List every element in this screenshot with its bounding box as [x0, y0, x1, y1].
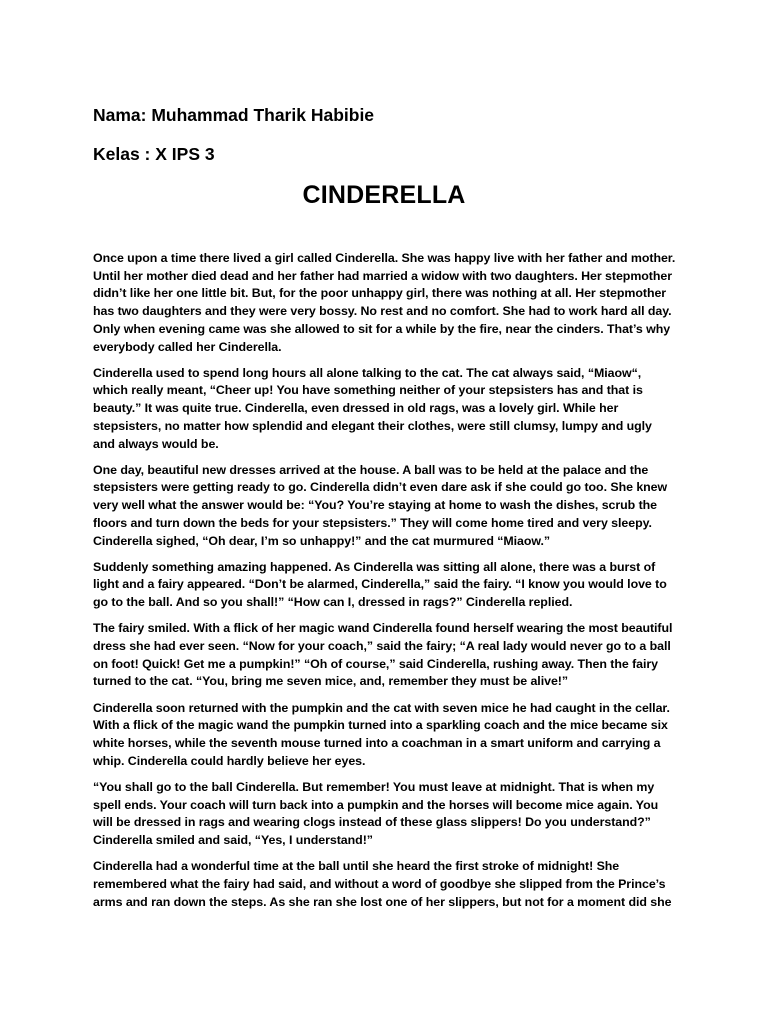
story-paragraph: Suddenly something amazing happened. As Cinderella was sitting all alone, there was a burst of light and a fairy appeared. “Don’t be alarmed, Cinderella,” said the fairy. “I know you would love to go to the ball. And so you shall!” “How can I, dressed in rags?” Cinderella replied.: [93, 559, 667, 610]
story-paragraph: Once upon a time there lived a girl called Cinderella. She was happy live with her father and mother. Until her mother died dead and her father had married a widow with two daughters. Her stepmother didn’t like her one little bit. But, for the poor unhappy girl, there was nothing at all. Her stepmother has two daughters and they were very bossy. No rest and no comfort. She had to work hard all day. Only when evening came was she allowed to sit for a while by the fire, near the cinders. That’s why everybody called her Cinderella.: [93, 251, 676, 354]
story-paragraph: One day, beautiful new dresses arrived at the house. A ball was to be held at the palace and the stepsisters were getting ready to go. Cinderella didn’t even dare ask if she could go too. She knew very well what the answer would be: “You? You’re staying at home to wash the dishes, scrub the floors and turn down the beds for your stepsisters.” They will come home tired and very sleepy. Cinderella sighed, “Oh dear, I’m so unhappy!” and the cat murmured “Miaow.”: [93, 462, 668, 548]
story-title: CINDERELLA: [302, 181, 466, 209]
story-paragraph: Cinderella soon returned with the pumpkin and the cat with seven mice he had caught in the cellar. With a flick of the magic wand the pumpkin turned into a sparkling coach and the mice became six white horses, while the seventh mouse turned into a coachman in a smart uniform and carrying a whip. Cinderella could hardly believe her eyes.: [93, 700, 670, 768]
story-body: [93, 250, 676, 920]
student-name-line: Nama: Muhammad Tharik Habibie: [93, 105, 375, 125]
story-paragraph: Cinderella used to spend long hours all alone talking to the cat. The cat always said, “Miaow“, which really meant, “Cheer up! You have something neither of your stepsisters has and that is beauty.” It was quite true. Cinderella, even dressed in old rags, was a lovely girl. While her stepsisters, no matter how splendid and elegant their clothes, were still clumsy, lumpy and ugly and always would be.: [93, 365, 652, 451]
student-class-line: Kelas : X IPS 3: [93, 144, 215, 164]
story-paragraph: “You shall go to the ball Cinderella. But remember! You must leave at midnight. That is when my spell ends. Your coach will turn back into a pumpkin and the horses will become mice again. You will be dressed in rags and wearing clogs instead of these glass slippers! Do you understand?” Cinderella smiled and said, “Yes, I understand!”: [93, 779, 659, 848]
story-paragraph: Cinderella had a wonderful time at the ball until she heard the first stroke of midnight! She remembered what the fairy had said, and without a word of goodbye she slipped from the Prince’s arms and ran down the steps. As she ran she lost one of her slippers, but not for a moment did she: [93, 859, 672, 909]
story-paragraph: The fairy smiled. With a flick of her magic wand Cinderella found herself wearing the most beautiful dress she had ever seen. “Now for your coach,” said the fairy; “A real lady would never go to a ball on foot! Quick! Get me a pumpkin!” “Oh of course,” said Cinderella, rushing away. Then the fairy turned to the cat. “You, bring me seven mice, and, remember they must be alive!”: [93, 621, 673, 689]
